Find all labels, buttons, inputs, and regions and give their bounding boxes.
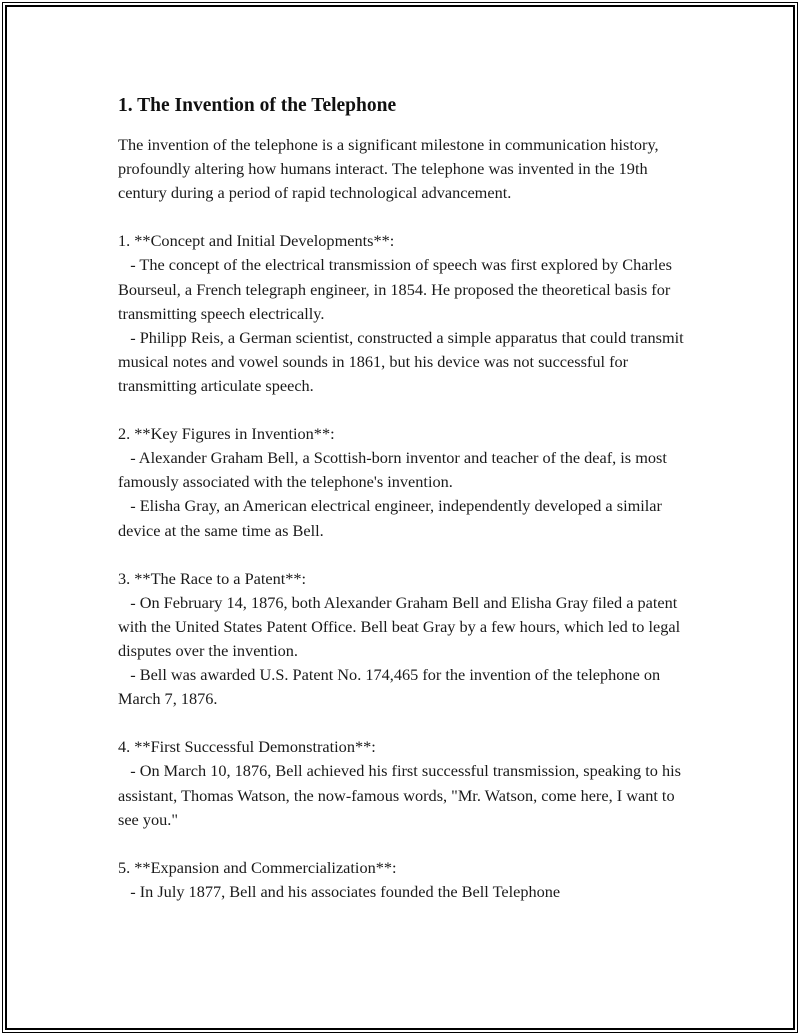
document-title: 1. The Invention of the Telephone — [118, 95, 397, 116]
document-content — [118, 93, 693, 904]
document-body: The invention of the telephone is a significant milestone in communication history, profoundly altering how humans interact. The telephone was invented in the 19th century during a period of rapid technological advancement. 1. **Concept and Initial Developments**: - The concept of the electrical transmission of speech was first explored by Charles Bourseul, a French telegraph engineer, in 1854. He proposed the theoretical basis for transmitting speech electrically. - Philipp Reis, a German scientist, constructed a simple apparatus that could transmit musical notes and vowel sounds in 1861, but his device was not successful for transmitting articulate speech. 2. **Key Figures in Invention**: - Alexander Graham Bell, a Scottish-born inventor and teacher of the deaf, is most famously associated with the telephone's invention. - Elisha Gray, an American electrical engineer, independently developed a similar device at the same time as Bell. 3. **The Race to a Patent**: - On February 14, 1876, both Alexander Graham Bell and Elisha Gray filed a patent with the United States Patent Office. Bell beat Gray by a few hours, which led to legal disputes over the invention. - Bell was awarded U.S. Patent No. 174,465 for the invention of the telephone on March 7, 1876. 4. **First Successful Demonstration**: - On March 10, 1876, Bell achieved his first successful transmission, speaking to his assistant, Thomas Watson, the now-famous words, "Mr. Watson, come here, I want to see you." 5. **Expansion and Commercialization**: - In July 1877, Bell and his associates founded the Bell Telephone — [118, 135, 684, 901]
